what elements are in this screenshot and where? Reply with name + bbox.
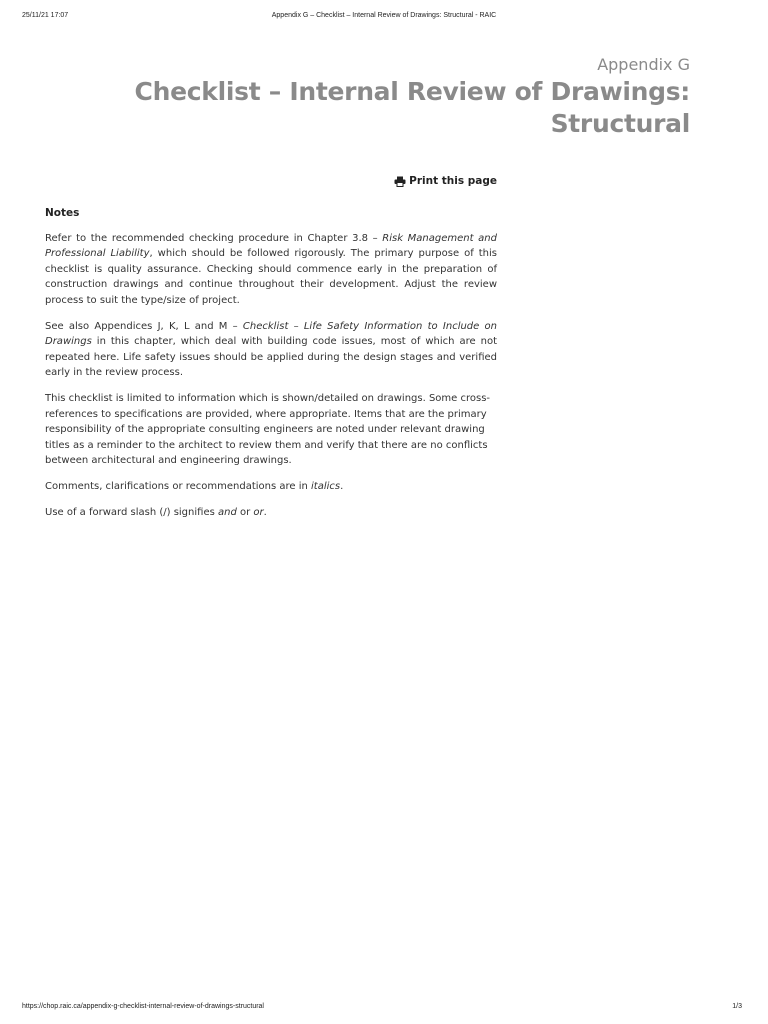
notes-paragraph-5 xyxy=(45,505,497,521)
print-link-label: Print this page xyxy=(409,175,497,187)
notes-paragraph-1 xyxy=(45,231,497,309)
p1-text-c: , which should be followed rigorously. The primary purpose of this checklist is quality assurance. Checking should commence early in the preparation of construction drawings and continue throughout their development. Adjust the review process to suit the type/size of project. xyxy=(45,248,498,306)
p5-text-a: Use of a forward slash (/) signifies xyxy=(45,506,218,518)
print-page-link[interactable] xyxy=(394,175,497,187)
p2-italic-title: Checklist – Life Safety Information to Include on Drawings xyxy=(45,320,497,348)
notes-paragraph-3: This checklist is limited to information which is shown/detailed on drawings. Some cross-references to specifications are provided, where appropriate. Items that are the primary responsibility of the appropriate consulting engineers are noted under relevant drawing titles as a reminder to the architect to review them and verify that there are no conflicts between architectural and engineering drawings. xyxy=(45,392,491,467)
page-title-line-1: Checklist – Internal Review of Drawings: xyxy=(134,77,690,106)
p1-text-a: Refer to the recommended checking procedure in Chapter 3.8 – xyxy=(45,232,383,244)
p4-italic-word: italics xyxy=(311,480,341,492)
print-date: 25/11/21 17:07 xyxy=(22,12,69,19)
print-page-number: 1/3 xyxy=(732,1003,742,1010)
p5-text-c: or xyxy=(236,506,254,518)
print-footer xyxy=(22,1003,746,1013)
print-doc-title: Appendix G – Checklist – Internal Review of Drawings: Structural - RAIC xyxy=(271,12,497,19)
printer-icon xyxy=(394,176,406,187)
notes-section xyxy=(45,206,497,530)
p1-italic-title: Risk Management and Professional Liability xyxy=(45,232,497,260)
p5-text-e: . xyxy=(263,506,267,518)
p4-text-a: Comments, clarifications or recommendations are in xyxy=(45,480,312,492)
print-header xyxy=(22,12,746,22)
appendix-label: Appendix G xyxy=(597,55,690,74)
page-title xyxy=(120,76,690,140)
p5-italic-and: and xyxy=(218,506,237,518)
page-heading xyxy=(120,54,690,140)
notes-paragraph-4 xyxy=(45,479,497,495)
p5-italic-or: or xyxy=(253,506,264,518)
notes-paragraph-2 xyxy=(45,319,497,381)
p2-text-a: See also Appendices J, K, L and M – xyxy=(45,320,243,332)
p4-text-c: . xyxy=(340,480,344,492)
notes-heading: Notes xyxy=(45,207,80,219)
page-title-line-2: Structural xyxy=(550,109,690,138)
p2-text-c: in this chapter, which deal with building code issues, most of which are not repeated here. Life safety issues should be applied during the design stages and verified early in the review process. xyxy=(45,336,497,379)
print-url: https://chop.raic.ca/appendix-g-checklist-internal-review-of-drawings-structural xyxy=(22,1003,264,1010)
